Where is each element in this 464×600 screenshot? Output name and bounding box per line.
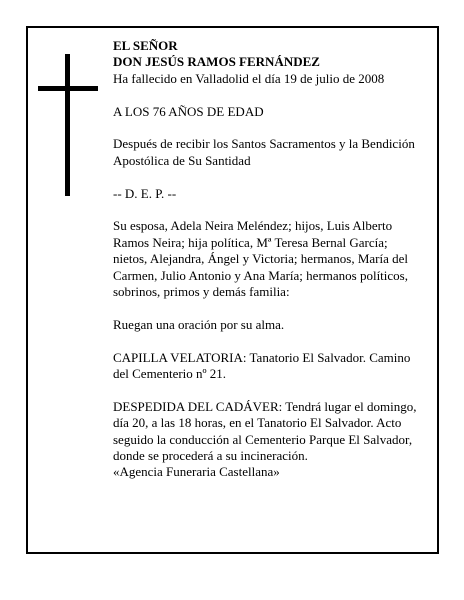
- cross-vertical-bar: [65, 54, 70, 196]
- obituary-text: [113, 38, 423, 481]
- farewell-text: Tendrá lugar el domingo, día 20, a las 18 horas, en el Tanatorio El Salvador. Acto seguido la conducción al Cementerio Parque El Salvador, donde se procederá a su incineración.: [113, 398, 417, 464]
- death-notice: Ha fallecido en Valladolid el día 19 de julio de 2008: [113, 70, 385, 86]
- rip-line: -- D. E. P. --: [113, 185, 177, 201]
- farewell-label: DESPEDIDA DEL CADÁVER:: [113, 398, 283, 414]
- farewell-info: [113, 399, 423, 465]
- family-list: Su esposa, Adela Neira Meléndez; hijos, Luis Alberto Ramos Neira; hija política, Mª Teresa Bernal García; nietos, Alejandra, Ángel y Victoria; hermanos, María del Carmen, Julio Antonio y Ana María; hermanos políticos, sobrinos, primos y demás familia:: [113, 218, 409, 300]
- chapel-label: CAPILLA VELATORIA:: [113, 349, 247, 365]
- chapel-text: Tanatorio El Salvador. Camino del Cementerio nº 21.: [113, 349, 411, 382]
- cross-icon: [38, 54, 98, 196]
- title-line-1: EL SEÑOR: [113, 38, 178, 53]
- age-line: A LOS 76 AÑOS DE EDAD: [113, 103, 264, 119]
- cross-horizontal-bar: [38, 86, 98, 91]
- funeral-agency: «Agencia Funeraria Castellana»: [113, 464, 280, 480]
- sacraments-text: Después de recibir los Santos Sacramentos y la Bendición Apostólica de Su Santidad: [113, 136, 415, 168]
- chapel-info: [113, 350, 423, 383]
- title-line-2: DON JESÚS RAMOS FERNÁNDEZ: [113, 54, 320, 70]
- prayer-request: Ruegan una oración por su alma.: [113, 316, 285, 332]
